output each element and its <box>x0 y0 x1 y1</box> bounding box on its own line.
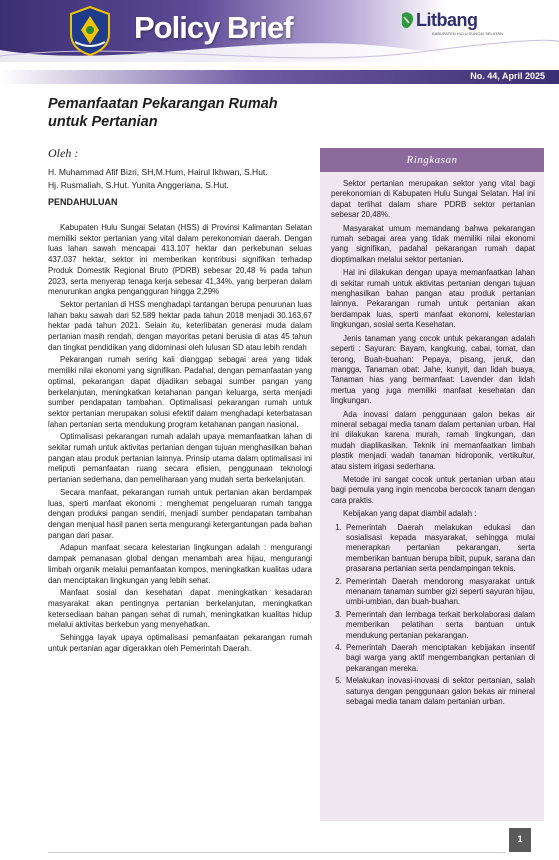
body-paragraph: Pekarangan rumah sering kali dianggap sebagai area yang tidak memiliki nilai ekonomi yang signifikan. Padahal, dengan pemanfaatan yang optimal, pekarangan dapat dijadikan sebagai sumber pangan yang berkelanjutan, meningkatkan ketahanan pangan keluarga, serta menjadi sumber pendapatan tambahan. Optimalisasi pekarangan rumah untuk sektor pertanian merupakan solusi efektif dalam menghadapi keterbatasan lahan pertanian serta mendukung program ketahanan pangan nasional. <box>48 355 312 429</box>
policy-item: 4. Pemerintah Daerah menciptakan kebijakan insentif bagi warga yang aktif mengembangkan pertanian di pekarangan mereka. <box>344 643 535 674</box>
policy-item: 1. Pemerintah Daerah melakukan edukasi dan sosialisasi kepada masyarakat, sehingga mulai menerapkan pertanian pekarangan, serta memberikan bantuan berupa bibit, pupuk, sarana dan prasarana pertanian serta pendampingan teknis. <box>344 523 535 575</box>
policy-item: 5. Melakukan inovasi-inovasi di sektor pertanian, salah satunya dengan penggunaan galon bekas air mineral sebagai media tanam dalam pertanian urban. <box>344 676 535 707</box>
policy-item: 3. Pemerintah dan lembaga terkait berkolaborasi dalam memberikan pelatihan serta bantuan untuk mendukung pertanian pekarangan. <box>344 610 535 641</box>
introduction-body <box>48 223 312 656</box>
document-title <box>48 95 298 131</box>
body-paragraph: Sektor pertanian di HSS menghadapi tantangan berupa penurunan luas lahan baku sawah dari 52.589 hektar pada tahun 2018 menjadi 30.163,67 hektar pada tahun 2021. Selain itu, keterlibatan generasi muda dalam pertanian masih rendah, dengan mayoritas petani berusia di atas 45 tahun dan tingkat pendidikan yang didominasi oleh lulusan SD atau lebih rendah <box>48 299 312 352</box>
summary-paragraph: Masyarakat umum memandang bahwa pekarangan rumah sebagai area yang tidak memiliki nilai ekonomi yang signifikan, padahal pekarangan rumah dapat dioptimalkan melalui sektor pertanian. <box>331 223 535 264</box>
footer-divider <box>48 852 506 853</box>
brand-title: Policy Brief <box>134 10 293 45</box>
summary-body <box>320 172 544 708</box>
body-paragraph: Optimalisasi pekarangan rumah adalah upaya memanfaatkan lahan di sekitar rumah untuk aktivitas pertanian dengan tujuan menghasilkan bahan pangan atau produk pertanian lainnya. Prinsip utama dalam optimalisasi ini meliputi pemanfaatan ruang secara efisien, penggunaan teknologi pertanian sederhana, dan pemeliharaan yang mudah serta berkelanjutan. <box>48 432 312 485</box>
authors-line-1: H. Muhammad Afif Bizri, SH,M.Hum, Hairul Ikhwan, S.Hut. <box>48 167 268 177</box>
author-label: Oleh : <box>48 146 79 160</box>
title-line-1: Pemanfaatan Pekarangan Rumah <box>48 96 278 112</box>
page-number: 1 <box>517 834 523 844</box>
section-heading: PENDAHULUAN <box>48 197 118 207</box>
summary-heading: Ringkasan <box>320 148 544 172</box>
summary-paragraph: Sektor pertanian merupakan sektor yang vital bagi perekonomian di Kabupaten Hulu Sungai Selatan. Hal ini dapat terlihat dalam share PDRB sektor pertanian sebesar 20,48%. <box>331 179 535 220</box>
body-paragraph: Adapun manfaat secara kelestarian lingkungan adalah : mengurangi dampak pemanasan global dengan menambah area hijau, mengurangi limbah organik melalui pemanfaatan kompos, meningkatkan kualitas udara dan menciptakan lingkungan yang lebih sehat. <box>48 543 312 585</box>
summary-panel <box>320 148 544 821</box>
body-paragraph: Manfaat sosial dan kesehatan dapat meningkatkan kesadaran masyarakat akan pentingnya pertanian berkelanjutan, meningkatkan ketersediaan bahan pangan sehat di rumah, meningkatkan kualitas hidup melalui aktivitas berkebun yang menyehatkan. <box>48 588 312 630</box>
issue-number: No. 44, April 2025 <box>470 71 545 81</box>
body-paragraph: Kabupaten Hulu Sungai Selatan (HSS) di Provinsi Kalimantan Selatan memiliki sektor pertanian yang vital dalam perekonomian daerah. Dengan luas lahan sawah mencapai 413.107 hektar dan perkebunan seluas 437.037 hektar, sektor ini memberikan kontribusi signifikan terhadap Produk Domestik Regional Bruto (PDRB) sebesar 20,48 % pada tahun 2023, serta menyerap tenaga kerja sebesar 41,34%, yang berperan dalam menurunkan angka pengangguran hingga 2,29% <box>48 223 312 297</box>
regency-emblem-icon <box>69 6 111 56</box>
litbang-logo-icon <box>399 11 416 31</box>
title-line-2: untuk Pertanian <box>48 114 158 130</box>
policy-intro: Kebijakan yang dapat diambil adalah : <box>343 509 477 519</box>
authors-line-2: Hj. Rusmaliah, S.Hut. Yunita Anggeriana, S.Hut. <box>48 179 229 190</box>
summary-paragraph: Jenis tanaman yang cocok untuk pekarangan adalah seperti : Sayuran: Bayam, kangkung, cabai, tomat, dan terong, Buah-buahan: Pepaya, pisang, jeruk, dan mangga, Tanaman obat: Jahe, kunyit, dan lidah buaya, Tanaman hias yang bermanfaat: Lavender dan lidah mertua yang juga memiliki manfaat kesehatan dan lingkungan. <box>331 333 535 406</box>
policy-item: 2. Pemerintah Daerah mendorong masyarakat untuk menanam tanaman sumber gizi seperti sayuran hijau, umbi-umbian, dan buah-buahan. <box>344 577 535 608</box>
litbang-logo-subtext: KABUPATEN HULU SUNGAI SELATAN <box>432 31 503 36</box>
summary-paragraph: Hal ini dilakukan dengan upaya memanfaatkan lahan di sekitar rumah untuk aktivitas pertanian dengan tujuan menghasilkan bahan pangan atau produk pertanian lainnya. Pekarangan rumah untuk pertanian akan berdampak luas, sperti manfaat ekonomi, kelestarian lingkungan, sosial serta Kesehatan. <box>331 268 535 330</box>
body-paragraph: Secara manfaat, pekarangan rumah untuk pertanian akan berdampak luas, sperti manfaat ekonomi : menghemat pengeluaran rumah tangga dengan produksi pangan sendiri, menjadi sumber pendapatan tambahan dengan menjual hasil panen serta mengurangi ketergantungan pada bahan pangan dari pasar. <box>48 487 312 540</box>
author-list <box>48 166 268 191</box>
policy-list <box>331 523 535 708</box>
summary-paragraph: Metode ini sangat cocok untuk pertanian urban atau bagi pemula yang ingin mencoba bercocok tanam dengan cara praktis. <box>331 474 535 505</box>
litbang-logo-text: Litbang <box>416 10 478 30</box>
summary-paragraph: Ada inovasi dalam penggunaan galon bekas air mineral sebagai media tanam dalam pertanian urban. Hal ini dilakukan karena murah, ramah lingkungan, dan mudah diaplikasikan. Teknik ini memanfaatkan limbah plastik menjadi wadah tanaman hidroponik, vertikultur, atau sistem irigasi sederhana. <box>331 409 535 471</box>
body-paragraph: Sehingga layak upaya optimalisasi pemanfaatan pekarangan rumah untuk pertanian agar digerakkan oleh Pemerintah Daerah. <box>48 633 312 653</box>
